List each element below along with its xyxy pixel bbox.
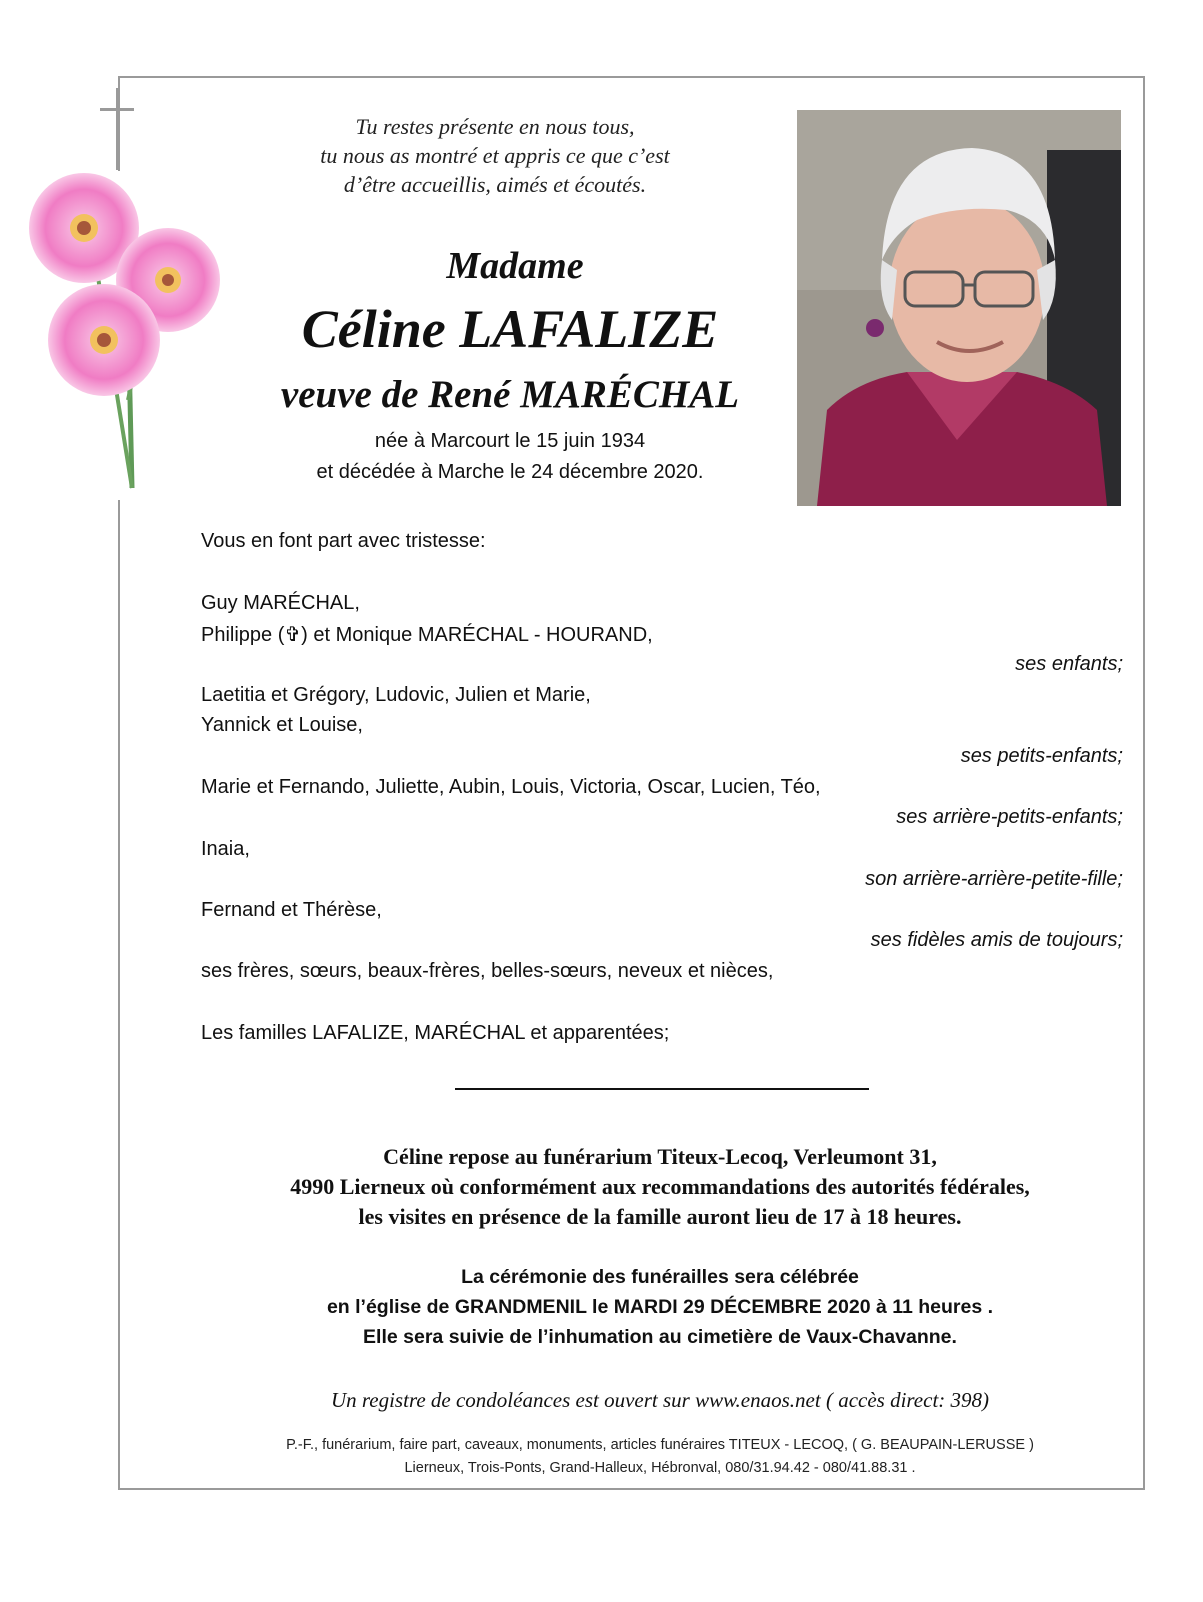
separator-line [455,1088,869,1090]
poem-line: d’être accueillis, aimés et écoutés. [343,172,647,197]
relation-role: ses enfants; [1015,653,1123,675]
funeral-home-footer [200,1434,1120,1480]
family-line: Yannick et Louise, [201,714,363,736]
frame-border-left [118,500,120,1490]
portrait-photo [797,110,1121,506]
ceremony-line: Elle sera suivie de l’inhumation au cimetière de Vaux-Chavanne. [363,1326,957,1348]
poem-line: tu nous as montré et appris ce que c’est [320,143,670,168]
family-line: ses frères, sœurs, beaux-frères, belles-sœurs, neveux et nièces, [201,960,774,982]
poem-line: Tu restes présente en nous tous, [355,114,635,139]
footer-line: P.-F., funérarium, faire part, caveaux, monuments, articles funéraires TITEUX - LECOQ, ( G. BEAUPAIN-LERUSSE ) [286,1437,1034,1453]
intro-line: Vous en font part avec tristesse: [201,530,486,552]
family-line: Laetitia et Grégory, Ludovic, Julien et Marie, [201,684,591,706]
poem [250,112,740,199]
ceremony-line: La cérémonie des funérailles sera célébrée [461,1266,859,1288]
death-line: et décédée à Marche le 24 décembre 2020. [316,461,704,483]
cross-icon-horizontal [100,108,134,111]
pink-gerbera-flowers-image [20,170,230,490]
ceremony-line: en l’église de GRANDMENIL le MARDI 29 DÉCEMBRE 2020 à 11 heures . [326,1296,994,1318]
frame-border-bottom [118,1488,1145,1490]
relation-role: ses petits-enfants; [960,745,1123,767]
family-line: Marie et Fernando, Juliette, Aubin, Louis, Victoria, Oscar, Lucien, Téo, [201,776,821,798]
repose-paragraph [200,1142,1120,1232]
repose-line: Céline repose au funérarium Titeux-Lecoq, Verleumont 31, [383,1144,937,1169]
relation-role: son arrière-arrière-petite-fille; [865,868,1123,890]
footer-line: Lierneux, Trois-Ponts, Grand-Halleux, Hébronval, 080/31.94.42 - 080/41.88.31 . [404,1460,916,1476]
family-line: Guy MARÉCHAL, [201,592,360,614]
repose-line: 4990 Lierneux où conformément aux recommandations des autorités fédérales, [290,1174,1030,1199]
deceased-name: Céline LAFALIZE [301,299,719,359]
condolence-registry-note: Un registre de condoléances est ouvert sur www.enaos.net ( accès direct: 398) [330,1388,990,1412]
repose-line: les visites en présence de la famille auront lieu de 17 à 18 heures. [358,1204,962,1229]
family-line: Inaia, [201,838,250,860]
relation-role: ses fidèles amis de toujours; [870,929,1123,951]
family-line: Les familles LAFALIZE, MARÉCHAL et apparentées; [201,1022,670,1044]
family-line: Fernand et Thérèse, [201,899,382,921]
birth-line: née à Marcourt le 15 juin 1934 [374,430,646,452]
cross-icon-vertical [116,88,119,170]
widow-line: veuve de René MARÉCHAL [280,373,740,416]
family-line: Philippe (✞) et Monique MARÉCHAL - HOURAND, [201,624,653,646]
frame-border-top [118,76,1145,78]
flower-bottom [48,284,160,396]
relation-role: ses arrière-petits-enfants; [896,806,1123,828]
honorific-title: Madame [446,245,584,287]
ceremony-paragraph [200,1262,1120,1352]
frame-border-right [1143,76,1145,1490]
